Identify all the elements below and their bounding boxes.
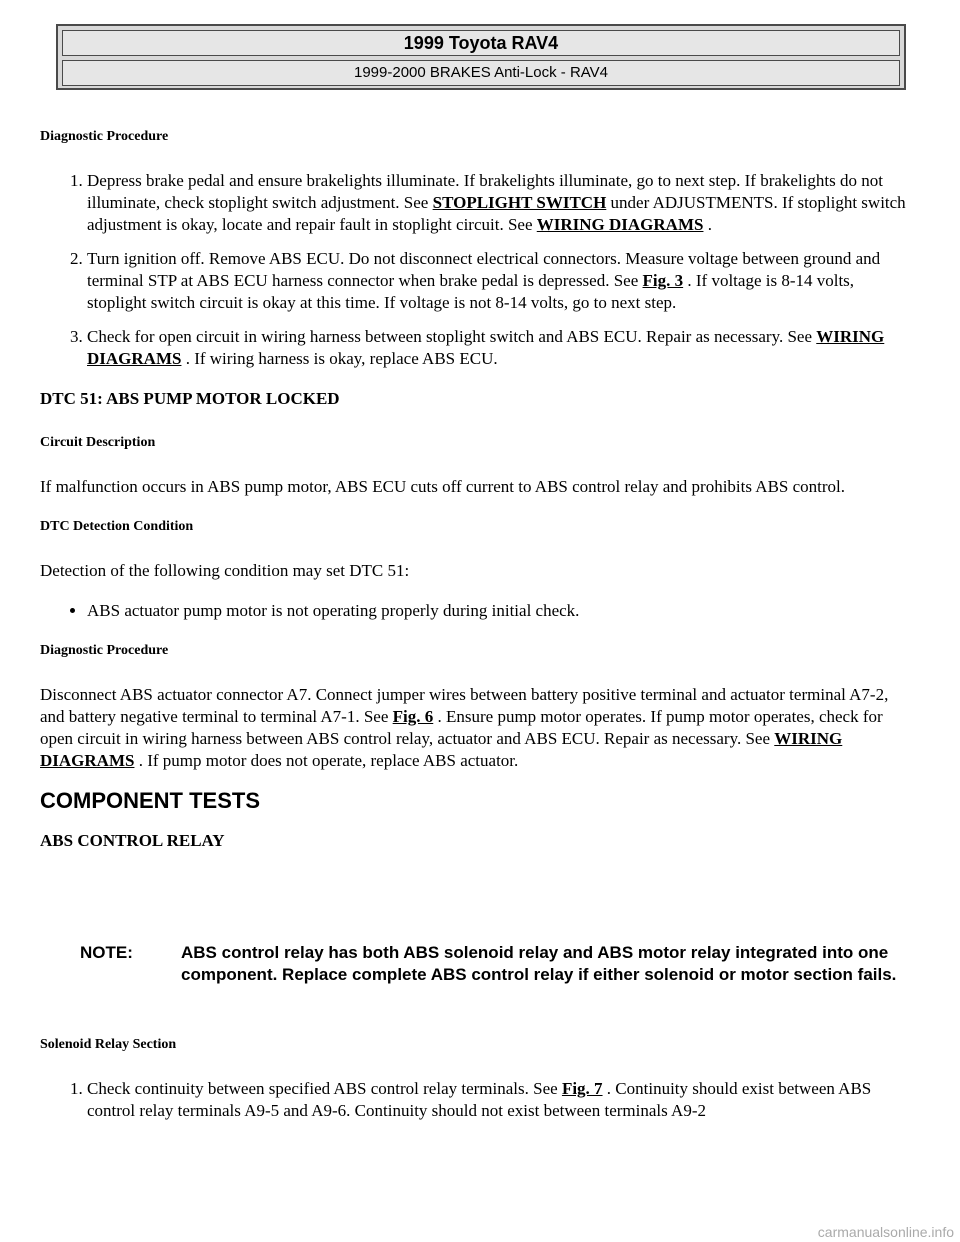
wiring-diagrams-link[interactable]: WIRING DIAGRAMS bbox=[536, 215, 704, 234]
list-item bbox=[87, 1078, 910, 1122]
watermark: carmanualsonline.info bbox=[817, 1224, 954, 1240]
step-text: . If wiring harness is okay, replace ABS ECU. bbox=[181, 349, 498, 368]
wiring-diagrams-link[interactable]: WIRING DIAGRAMS bbox=[40, 729, 843, 770]
fig-3-link[interactable]: Fig. 3 bbox=[642, 271, 684, 290]
solenoid-relay-heading: Solenoid Relay Section bbox=[40, 1037, 177, 1052]
detection-condition-heading: DTC Detection Condition bbox=[40, 519, 194, 534]
step-text: Check continuity between specified ABS control relay terminals. See bbox=[87, 1079, 562, 1098]
fig-6-link[interactable]: Fig. 6 bbox=[392, 707, 434, 726]
header-subtitle: 1999-2000 BRAKES Anti-Lock - RAV4 bbox=[62, 60, 900, 86]
step-text: . Continuity should exist between ABS control relay terminals A9-5 and A9-6. Continuity should not exist between terminals A9-2 bbox=[87, 1079, 872, 1120]
step-text: Depress brake pedal and ensure brakelights illuminate. If brakelights illuminate, go to next step. If brakelights do not illuminate, check stoplight switch adjustment. See bbox=[87, 171, 883, 212]
list-item: • ABS actuator pump motor is not operating properly during initial check. bbox=[87, 600, 910, 622]
step-text: under ADJUSTMENTS. If stoplight switch adjustment is okay, locate and repair fault in stoplight circuit. See bbox=[87, 193, 906, 234]
procedure-list bbox=[40, 170, 910, 370]
list-item bbox=[87, 326, 910, 370]
document-header bbox=[56, 24, 906, 90]
circuit-description-heading: Circuit Description bbox=[40, 435, 156, 450]
component-tests-title: COMPONENT TESTS bbox=[40, 788, 261, 813]
list-item bbox=[87, 248, 910, 314]
solenoid-section bbox=[40, 1034, 910, 1140]
step-text: Turn ignition off. Remove ABS ECU. Do not disconnect electrical connectors. Measure voltage between ground and terminal STP at ABS ECU harness connector when brake pedal is depressed. See bbox=[87, 249, 881, 290]
note-label: NOTE: bbox=[80, 943, 133, 962]
diagnostic-procedure-heading: Diagnostic Procedure bbox=[40, 643, 169, 658]
procedure-list bbox=[40, 1078, 910, 1122]
header-title: 1999 Toyota RAV4 bbox=[62, 30, 900, 56]
stoplight-switch-link[interactable]: STOPLIGHT SWITCH bbox=[432, 193, 607, 212]
step-text: . If voltage is 8-14 volts, stoplight switch circuit is okay at this time. If voltage is not 8-14 volts, go to next step. bbox=[87, 271, 855, 312]
paragraph-text: . If pump motor does not operate, replace ABS actuator. bbox=[134, 751, 519, 770]
step-text: Check for open circuit in wiring harness between stoplight switch and ABS ECU. Repair as necessary. See bbox=[87, 327, 817, 346]
paragraph-text: Disconnect ABS actuator connector A7. Connect jumper wires between battery positive terminal and actuator terminal A7-2, and battery negative terminal to terminal A7-1. See bbox=[40, 685, 889, 726]
diagnostic-procedure-text bbox=[40, 684, 910, 772]
condition-list bbox=[40, 600, 910, 622]
list-item bbox=[87, 170, 910, 236]
paragraph-text: . Ensure pump motor operates. If pump motor operates, check for open circuit in wiring harness between ABS control relay, actuator and ABS ECU. Repair as necessary. See bbox=[40, 707, 883, 748]
fig-7-link[interactable]: Fig. 7 bbox=[561, 1079, 603, 1098]
document-body bbox=[40, 126, 910, 874]
step-text: . bbox=[703, 215, 712, 234]
circuit-description-text: If malfunction occurs in ABS pump motor, ABS ECU cuts off current to ABS control relay and prohibits ABS control. bbox=[40, 477, 846, 496]
abs-control-relay-title: ABS CONTROL RELAY bbox=[40, 831, 225, 850]
note-text: ABS control relay has both ABS solenoid relay and ABS motor relay integrated into one component. Replace complete ABS control relay if either solenoid or motor section fails. bbox=[181, 943, 897, 984]
dtc51-title: DTC 51: ABS PUMP MOTOR LOCKED bbox=[40, 389, 340, 408]
detection-condition-text: Detection of the following condition may set DTC 51: bbox=[40, 561, 410, 580]
wiring-diagrams-link[interactable]: WIRING DIAGRAMS bbox=[87, 327, 885, 368]
section-heading: Diagnostic Procedure bbox=[40, 129, 169, 144]
